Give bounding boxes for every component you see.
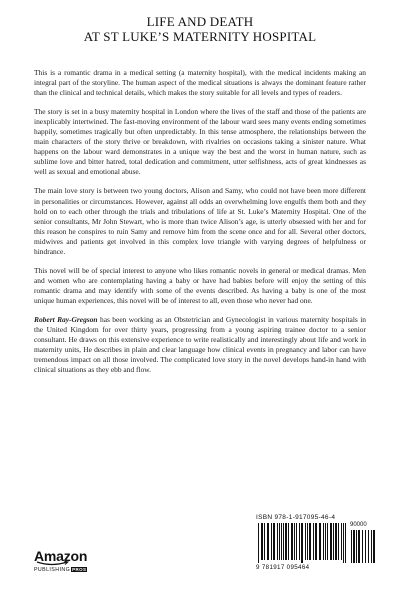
title-line-1: LIFE AND DEATH — [146, 14, 254, 29]
title-line-2: AT ST LUKE’S MATERNITY HOSPITAL — [83, 29, 317, 44]
isbn-label: ISBN 978-1-917095-46-4 — [256, 514, 336, 521]
author-bio-text: has been working as an Obstetrician and Gynecologist in various maternity hospitals in the United Kingdom for over thirty years, progressing from a young aspiring trainee doctor to a senior consultant. He draws on this extensive experience to write realistically and interestingly about life and work in maternity units, He describes in plain and clear language how clinical events in pregnancy and labor can have tremendous impact on all those involved. The complicated love story in the novel develops hand-in hand with clinical situations as they ebb and flow. — [34, 314, 366, 375]
book-title — [0, 14, 400, 44]
isbn-barcode — [256, 514, 378, 572]
publisher-sub — [34, 567, 87, 573]
barcode-bars — [256, 523, 378, 563]
blurb-paragraph: The story is set in a busy maternity hospital in London where the lives of the staff and those of the patients are inexplicably intertwined. The fast-moving environment of the labour ward sees many events ending sometimes happily, sometimes tragically but often unpredictably. In this tense atmosphere, the relationships between the main characters of the story thrive or breakdown, with rivalries on occasions taking a sinister nature. What happens on the labour ward demonstrates in a unique way the best and the worst in human nature, such as sublime love and bitter hatred, total dedication and commitment, utter selfishness, acts of great kindnesses as well as sexual and emotional abuse. — [34, 107, 366, 177]
blurb-paragraph: This novel will be of special interest to anyone who likes romantic novels in general or medical dramas. Men and women who are contemplating having a baby or have had babies before will enjoy the setting of this romantic drama and may identify with some of the events described. As having a baby is one of the most unique human experiences, this novel will be of interest to all, even those who never had one. — [34, 265, 366, 305]
publisher-name: Amazon — [34, 548, 88, 564]
blurb-paragraph: This is a romantic drama in a medical setting (a maternity hospital), with the medical incidents making an integral part of the storyline. The human aspect of the medical situations is always the dominant feature rather than the clinical and technical details, which makes the story suitable for all levels and types of readers. — [34, 68, 366, 98]
blurb-paragraph: The main love story is between two young doctors, Alison and Samy, who could not have been more different in personalities or circumstances. However, against all odds an overwhelming love engulfs them both and they hold on to each other through the trials and tribulations of life at St. Luke’s Maternity Hospital. One of the senior consultants, Mr John Stewart, who is more than twice Alison’s age, is utterly obsessed with her and for this reason he conspires to ruin Samy and remove him from the scene once and for all. Several other doctors, midwives and patients get involved in this complex love triangle with varying degrees of helpfulness or hindrance. — [34, 186, 366, 256]
publisher-badge: PROS — [72, 567, 87, 572]
blurb — [34, 68, 366, 384]
author-bio — [34, 315, 366, 375]
author-name: Robert Ray-Gregson — [34, 314, 98, 324]
publisher-logo — [34, 549, 114, 579]
barcode-digits: 9 781917 095464 — [256, 564, 310, 571]
publisher-sub-label: PUBLISHING — [34, 567, 71, 573]
barcode-addon: 90000 — [350, 522, 367, 528]
